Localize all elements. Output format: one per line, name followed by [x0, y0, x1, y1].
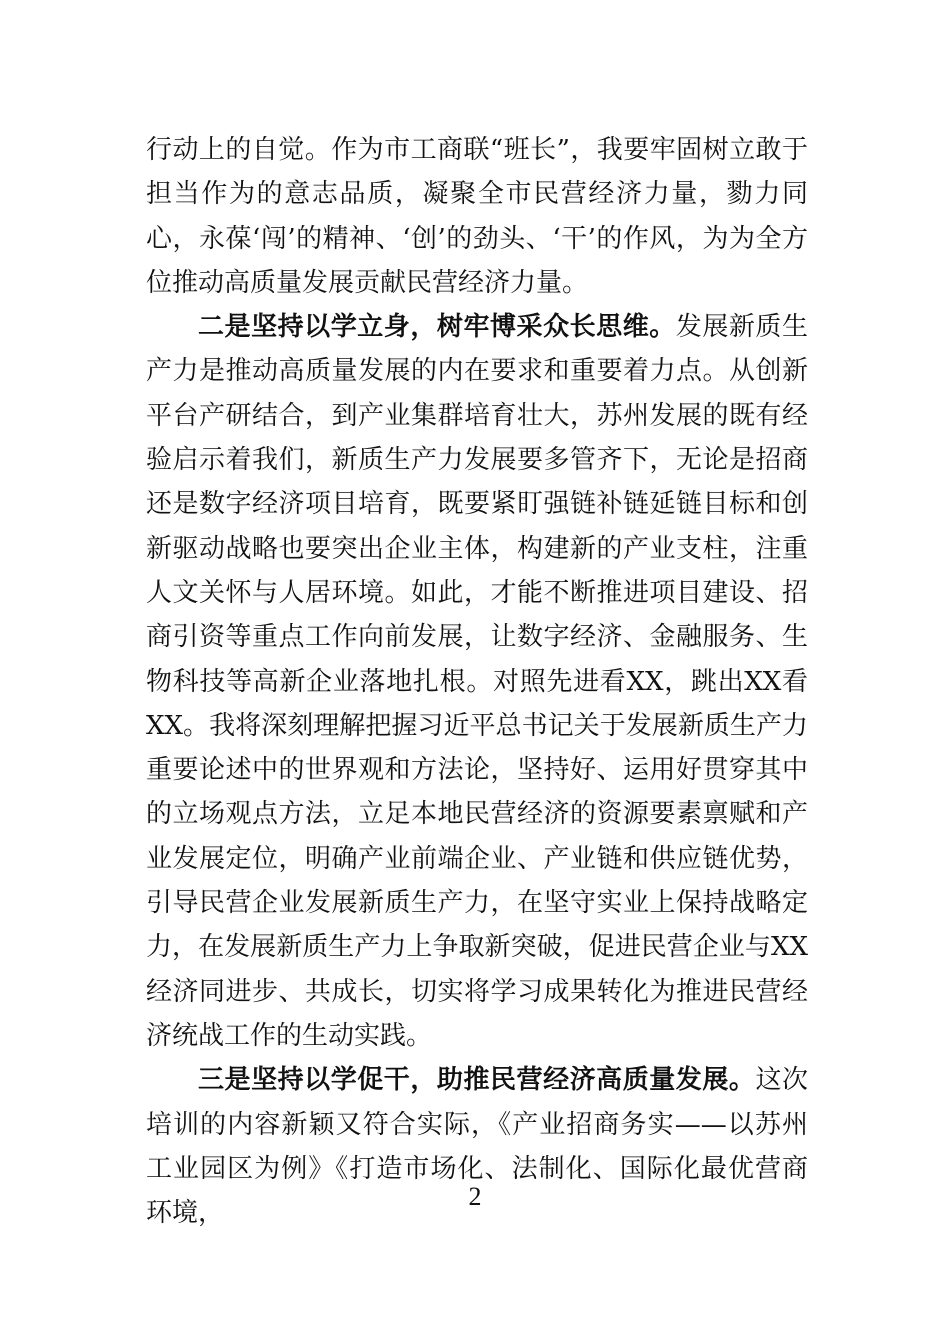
paragraph-text: 这次培训的内容新颖又符合实际，《产业招商务实——以苏州工业园区为例》《打造市场化、法制化、国际化最优营商环境， — [146, 1065, 808, 1229]
page-number: 2 — [468, 1182, 482, 1211]
paragraph-continuation — [146, 128, 808, 305]
paragraph-point-two — [146, 305, 808, 1058]
paragraph-text: 发展新质生产力是推动高质量发展的内在要求和重要着力点。从创新平台产研结合，到产业集群培育壮大，苏州发展的既有经验启示着我们，新质生产力发展要多管齐下，无论是招商还是数字经济项目培育，既要紧盯强链补链延链目标和创新驱动战略也要突出企业主体，构建新的产业支柱，注重人文关怀与人居环境。如此，才能不断推进项目建设、招商引资等重点工作向前发展，让数字经济、金融服务、生物科技等高新企业落地扎根。对照先进看XX，跳出XX看XX。我将深刻理解把握习近平总书记关于发展新质生产力重要论述中的世界观和方法论，坚持好、运用好贯穿其中的立场观点方法，立足本地民营经济的资源要素禀赋和产业发展定位，明确产业前端企业、产业链和供应链优势，引导民营企业发展新质生产力，在坚守实业上保持战略定力，在发展新质生产力上争取新突破，促进民营企业与XX经济同进步、共成长，切实将学习成果转化为推进民营经济统战工作的生动实践。 — [146, 312, 808, 1051]
document-body — [146, 128, 808, 1235]
paragraph-text: 行动上的自觉。作为市工商联“班长”，我要牢固树立敢于担当作为的意志品质，凝聚全市民营经济力量，勠力同心，永葆‘闯’的精神、‘创’的劲头、‘干’的作风，为为全方位推动高质量发展贡献民营经济力量。 — [146, 135, 808, 298]
paragraph-lead-heading: 二是坚持以学立身，树牢博采众长思维。 — [198, 312, 676, 343]
paragraph-lead-heading: 三是坚持以学促干，助推民营经济高质量发展。 — [198, 1065, 756, 1096]
